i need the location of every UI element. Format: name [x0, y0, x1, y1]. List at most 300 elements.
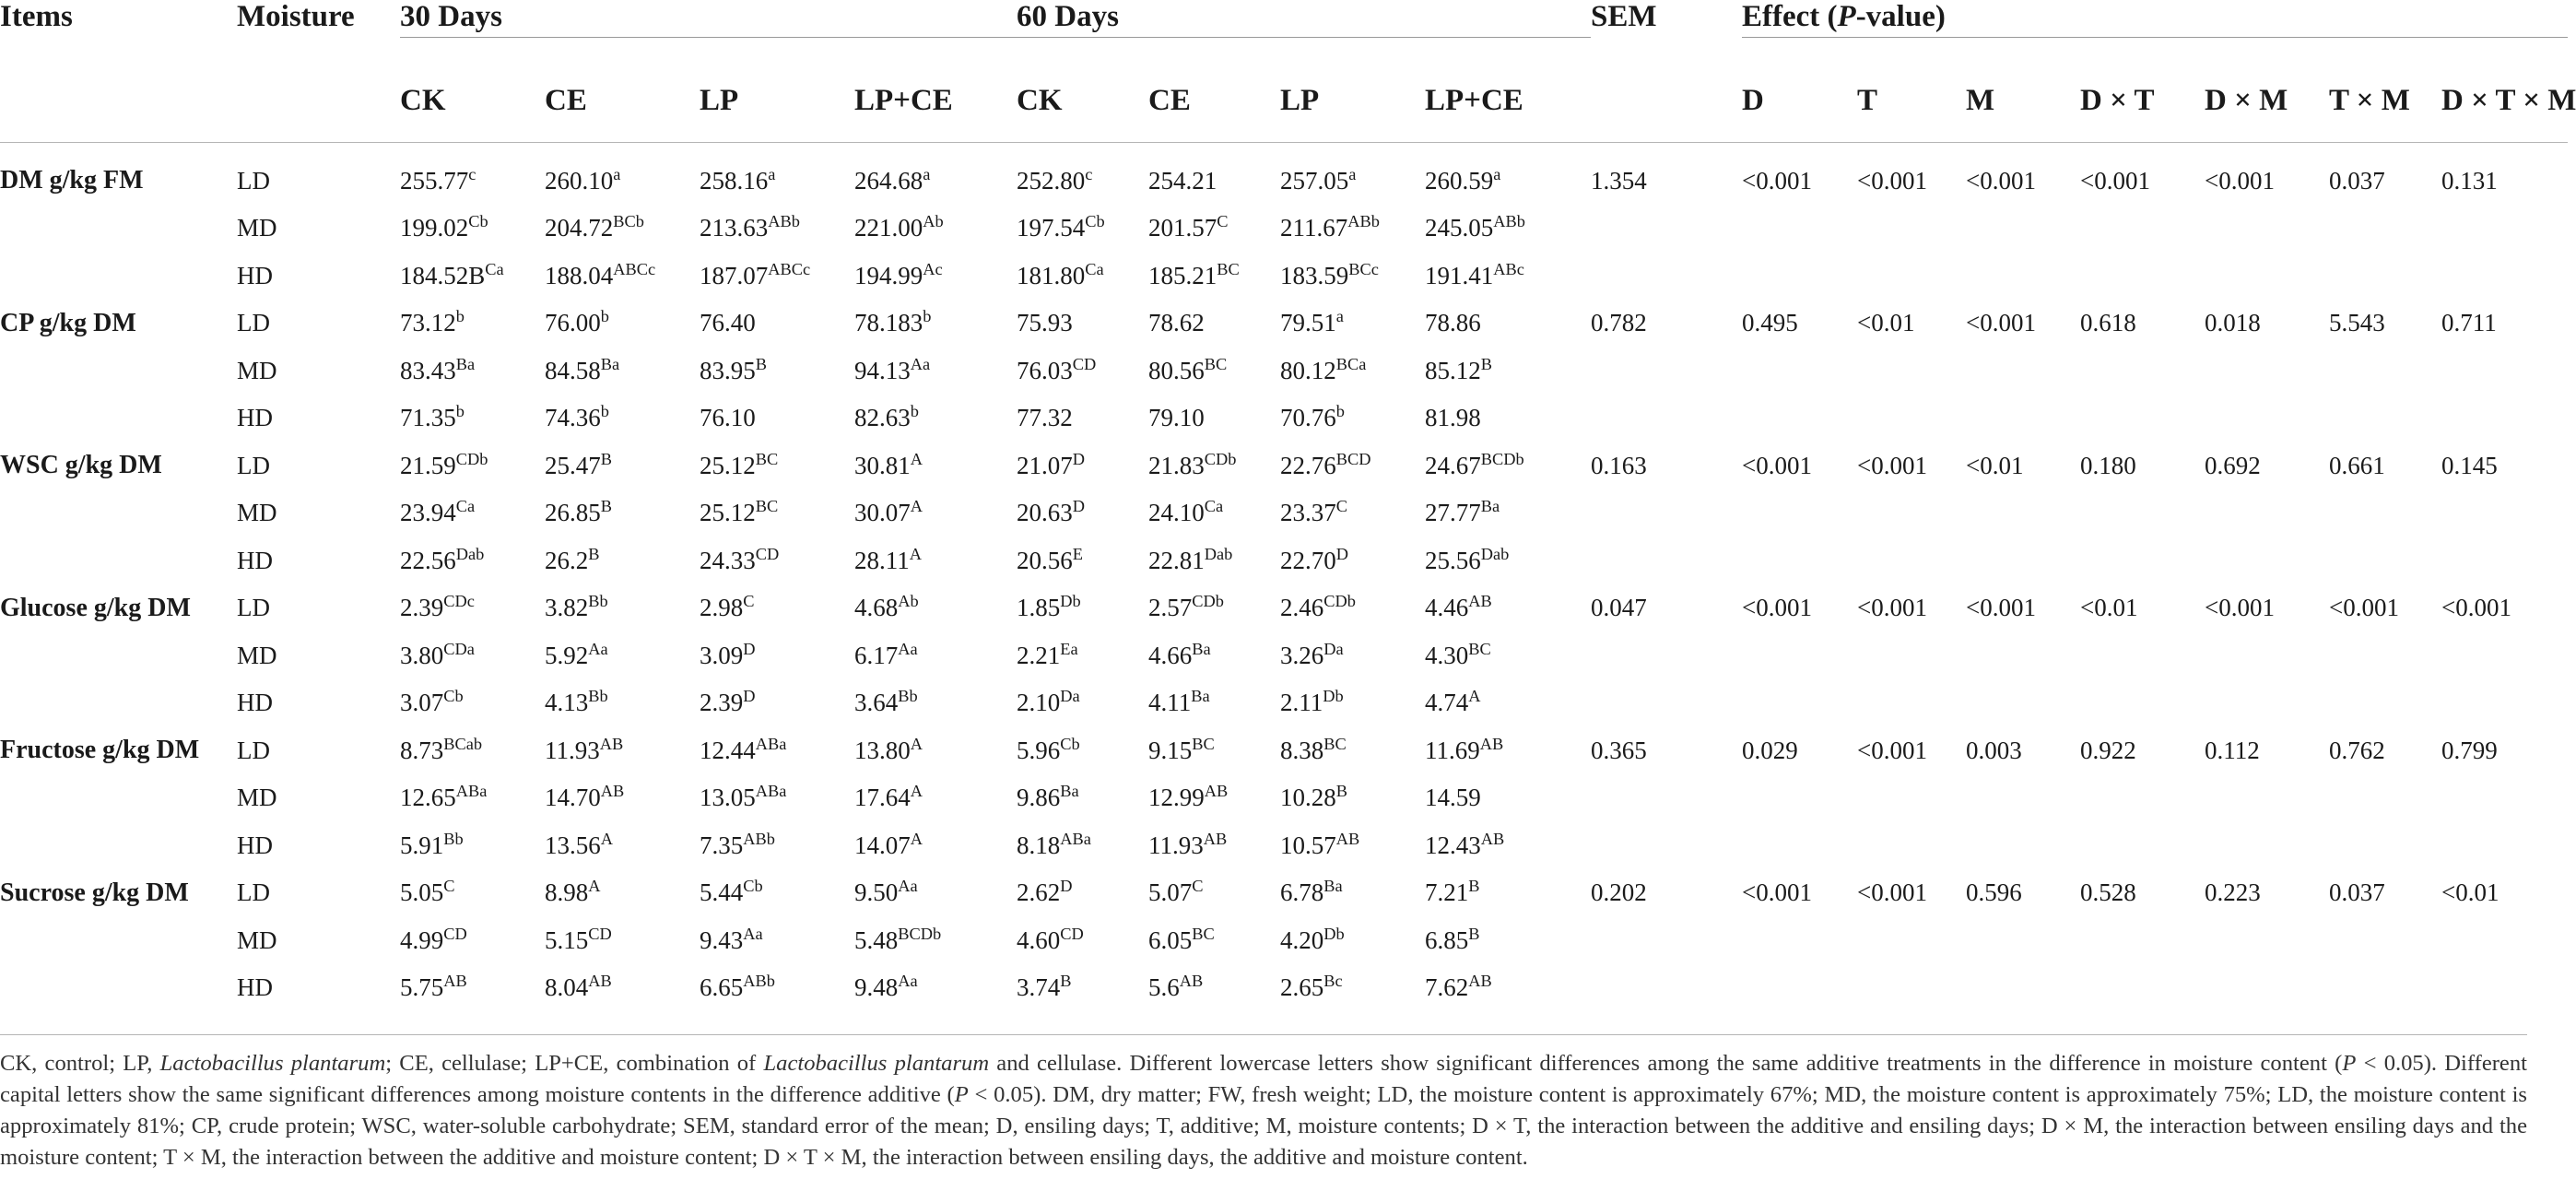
significance-letters: Dab [1204, 544, 1233, 563]
table-row [0, 964, 2568, 1012]
p-value: 0.922 [2080, 736, 2136, 764]
value-cell: $26.2^B$ [545, 544, 600, 574]
value-cell: $25.56^{Dab}$ [1425, 544, 1510, 574]
moisture-level: LD [237, 594, 270, 622]
value-cell: $6.65^{ABb}$ [700, 972, 775, 1002]
significance-letters: Cb [743, 877, 763, 896]
significance-letters: c [1085, 164, 1093, 183]
header-effect-dxtxm: D × T × M [2441, 61, 2568, 142]
significance-letters: AB [588, 972, 612, 991]
significance-letters: Ea [1060, 639, 1078, 658]
significance-letters: A [910, 734, 923, 753]
significance-letters: Bb [588, 592, 608, 611]
significance-letters: CD [443, 924, 467, 943]
header-effect-dxt: D × T [2080, 61, 2205, 142]
value-cell: 264.68$^a$ [854, 164, 931, 195]
value-cell: 252.80$^c$ [1017, 164, 1093, 195]
significance-letters: Ac [923, 259, 943, 278]
sem-value: 0.202 [1591, 878, 1647, 907]
significance-letters: BCb [613, 212, 644, 231]
significance-letters: Ba [1192, 639, 1211, 658]
significance-letters: E [1072, 544, 1083, 563]
value-cell: $1.85^{Db}$ [1017, 592, 1081, 622]
value-cell: $3.07^{Cb}$ [400, 687, 464, 717]
significance-letters: Ba [455, 354, 476, 373]
p-value: 0.596 [1966, 878, 2022, 907]
value-cell: 255.77$^c$ [400, 164, 476, 195]
value-cell: $21.07^D$ [1017, 449, 1086, 479]
value-cell: $84.58^{Ba}$ [545, 354, 620, 384]
header-60-ce: CE [1148, 61, 1280, 142]
significance-letters: AB [599, 734, 624, 753]
p-value: 0.692 [2205, 451, 2261, 479]
significance-letters: A [909, 544, 923, 563]
table-row [0, 727, 2568, 775]
value-cell: $11.69^{AB}$ [1425, 734, 1504, 764]
p-value: 0.711 [2441, 309, 2497, 337]
table-footnote: CK, control; LP, Lactobacillus plantarum; CE, cellulase; LP+CE, combination of Lactobacillus plantarum and cellulase. Different lowercase letters show significant differences among the same additive treatments in the difference in moisture content (P < 0.05). Different capital letters show the same significant differences among moisture contents in the difference additive (P < 0.05). DM, dry matter; FW, fresh weight; LD, the moisture content is approximately 67%; MD, the moisture content is approximately 75%; LD, the moisture content is approximately 81%; CP, crude protein; WSC, water-soluble carbohydrate; SEM, standard error of the mean; D, ensiling days; T, additive; M, moisture contents; D × T, the interaction between the additive and ensiling days; D × M, the interaction between ensiling days and the moisture content; T × M, the interaction between the additive and moisture content; D × T × M, the interaction between ensiling days, the additive and moisture content. [0, 1034, 2527, 1173]
significance-letters: b [600, 307, 609, 326]
significance-letters: A [1468, 687, 1481, 706]
moisture-level: LD [237, 736, 270, 764]
significance-letters: CD [588, 924, 612, 943]
p-value: <0.001 [1966, 594, 2036, 622]
significance-letters: C [1335, 497, 1347, 516]
significance-letters: AB [600, 782, 625, 801]
value-cell: $183.59^{BCc}$ [1280, 259, 1379, 289]
significance-letters: Aa [898, 877, 918, 896]
significance-letters: A [910, 829, 923, 848]
value-cell: $14.70^{AB}$ [545, 782, 625, 812]
value-cell: $181.80^{Ca}$ [1017, 259, 1104, 289]
significance-letters: AB [1480, 829, 1505, 848]
value-cell: $23.94^{Ca}$ [400, 497, 476, 527]
value-cell: 76.40 [700, 309, 756, 337]
value-cell: $12.65^{ABa}$ [400, 782, 488, 812]
significance-letters: ABa [755, 782, 787, 801]
table-row [0, 158, 2568, 206]
significance-letters: CDb [455, 449, 488, 468]
significance-letters: C [1192, 877, 1204, 896]
significance-letters: Cb [1060, 734, 1080, 753]
p-value: 0.037 [2329, 166, 2385, 195]
header-30-ce: CE [545, 61, 700, 142]
p-value: 0.799 [2441, 736, 2498, 764]
value-cell: $24.67^{BCDb}$ [1425, 449, 1524, 479]
value-cell: $76.03^{CD}$ [1017, 354, 1097, 384]
significance-letters: C [1217, 212, 1229, 231]
table-row [0, 489, 2568, 537]
significance-letters: b [600, 402, 609, 421]
p-value: <0.001 [2205, 166, 2275, 195]
significance-letters: Bb [588, 687, 608, 706]
significance-letters: ABCc [613, 259, 656, 278]
value-cell: 82.63$^b$ [854, 402, 919, 432]
p-value: 0.145 [2441, 451, 2498, 479]
value-cell: $4.46^{AB}$ [1425, 592, 1492, 622]
moisture-level: HD [237, 546, 273, 574]
moisture-level: HD [237, 831, 273, 859]
value-cell: $4.68^{Ab}$ [854, 592, 919, 622]
value-cell: $13.56^A$ [545, 829, 614, 859]
significance-letters: BCc [1348, 259, 1379, 278]
value-cell: $6.17^{Aa}$ [854, 639, 918, 669]
value-cell: $9.15^{BC}$ [1148, 734, 1215, 764]
p-value: <0.001 [1857, 594, 1927, 622]
value-cell: $5.15^{CD}$ [545, 924, 612, 954]
significance-letters: Bc [1323, 972, 1343, 991]
value-cell: $2.39^D$ [700, 687, 756, 717]
significance-letters: BC [755, 497, 779, 516]
moisture-level: HD [237, 404, 273, 432]
significance-letters: BC [1204, 354, 1228, 373]
significance-letters: AB [1468, 972, 1492, 991]
value-cell: $4.13^{Bb}$ [545, 687, 608, 717]
p-value: <0.001 [1742, 166, 1812, 195]
table-row [0, 537, 2568, 585]
significance-letters: Cb [443, 687, 464, 706]
value-cell: 254.21 [1148, 166, 1217, 195]
p-value: 0.528 [2080, 878, 2136, 907]
table-body [0, 142, 2568, 1012]
header-sem: SEM [1591, 0, 1657, 33]
value-cell: $25.47^B$ [545, 449, 612, 479]
header-effect-t: T [1857, 61, 1966, 142]
value-cell: $26.85^B$ [545, 497, 612, 527]
significance-letters: CDb [1323, 592, 1356, 611]
value-cell: $5.91^{Bb}$ [400, 829, 464, 859]
value-cell: $4.60^{CD}$ [1017, 924, 1084, 954]
value-cell: $9.50^{Aa}$ [854, 877, 918, 907]
significance-letters: CDb [1204, 449, 1237, 468]
p-value: <0.001 [1742, 594, 1812, 622]
value-cell: $5.96^{Cb}$ [1017, 734, 1080, 764]
value-cell: $24.10^{Ca}$ [1148, 497, 1224, 527]
significance-letters: A [588, 877, 601, 896]
p-value: <0.001 [2080, 166, 2150, 195]
significance-letters: CDc [443, 592, 475, 611]
significance-letters: CD [755, 544, 780, 563]
value-cell: $2.98^C$ [700, 592, 755, 622]
header-60-lp: LP [1280, 61, 1425, 142]
value-cell: $12.99^{AB}$ [1148, 782, 1229, 812]
significance-letters: Ba [1060, 782, 1079, 801]
header-60-days: 60 Days [1017, 0, 1591, 61]
moisture-level: HD [237, 973, 273, 1002]
value-cell: $191.41^{ABc}$ [1425, 259, 1524, 289]
significance-letters: B [1468, 924, 1480, 943]
value-cell: 77.32 [1017, 404, 1073, 432]
value-cell: $83.43^{Ba}$ [400, 354, 476, 384]
significance-letters: A [910, 497, 923, 516]
moisture-level: HD [237, 689, 273, 717]
significance-letters: BCDb [898, 924, 942, 943]
value-cell: $9.86^{Ba}$ [1017, 782, 1079, 812]
significance-letters: B [600, 449, 612, 468]
significance-letters: C [443, 877, 455, 896]
p-value: <0.01 [2441, 878, 2500, 907]
value-cell: $8.04^{AB}$ [545, 972, 612, 1002]
significance-letters: Cb [1085, 212, 1105, 231]
value-cell: $2.62^D$ [1017, 877, 1073, 907]
value-cell: 70.76$^b$ [1280, 402, 1345, 432]
value-cell: $17.64^A$ [854, 782, 923, 812]
header-60-ck: CK [1017, 61, 1148, 142]
significance-letters: AB [1479, 734, 1504, 753]
value-cell: 257.05$^a$ [1280, 164, 1357, 195]
value-cell: $20.63^D$ [1017, 497, 1086, 527]
value-cell: $8.98^A$ [545, 877, 601, 907]
significance-letters: B [1335, 782, 1347, 801]
significance-letters: ABa [1060, 829, 1091, 848]
significance-letters: BC [1192, 734, 1215, 753]
significance-letters: B [600, 497, 612, 516]
significance-letters: BC [1217, 259, 1240, 278]
significance-letters: BC [755, 449, 779, 468]
significance-letters: a [613, 164, 621, 183]
p-value: <0.01 [1966, 451, 2024, 479]
value-cell: 75.93 [1017, 309, 1073, 337]
value-cell: $3.80^{CDa}$ [400, 639, 475, 669]
value-cell: $2.46^{CDb}$ [1280, 592, 1356, 622]
significance-letters: ABb [768, 212, 800, 231]
significance-letters: A [910, 449, 923, 468]
significance-letters: ABa [455, 782, 488, 801]
significance-letters: Db [1323, 924, 1345, 943]
moisture-level: MD [237, 926, 277, 954]
significance-letters: D [1072, 449, 1086, 468]
significance-letters: D [1060, 877, 1073, 896]
header-effect: Effect (P-value) [1742, 0, 2568, 61]
significance-letters: b [455, 307, 465, 326]
sem-value: 0.782 [1591, 309, 1647, 337]
significance-letters: BCab [443, 734, 483, 753]
value-cell: 78.62 [1148, 309, 1205, 337]
value-cell: $3.09^D$ [700, 639, 756, 669]
significance-letters: a [1335, 307, 1344, 326]
significance-letters: AB [443, 972, 467, 991]
significance-letters: AB [1468, 592, 1492, 611]
value-cell: $8.18^{ABa}$ [1017, 829, 1091, 859]
table-row [0, 348, 2568, 395]
value-cell: $7.21^B$ [1425, 877, 1480, 907]
significance-letters: Ca [1085, 259, 1104, 278]
significance-letters: c [468, 164, 476, 183]
value-cell: $20.56^E$ [1017, 544, 1083, 574]
header-effect-d: D [1742, 61, 1857, 142]
value-cell: 260.59$^a$ [1425, 164, 1501, 195]
value-cell: $2.21^{Ea}$ [1017, 639, 1078, 669]
value-cell: $3.74^B$ [1017, 972, 1072, 1002]
p-value: 0.661 [2329, 451, 2385, 479]
header-30-ck: CK [400, 61, 545, 142]
significance-letters: ABCc [768, 259, 811, 278]
value-cell: $27.77^{Ba}$ [1425, 497, 1500, 527]
significance-letters: ABb [743, 972, 775, 991]
significance-letters: b [910, 402, 919, 421]
p-value: <0.001 [2329, 594, 2399, 622]
p-value: <0.001 [1857, 736, 1927, 764]
significance-letters: D [743, 687, 756, 706]
value-cell: $22.76^{BCD}$ [1280, 449, 1371, 479]
moisture-level: HD [237, 261, 273, 289]
value-cell: 76.00$^b$ [545, 307, 609, 337]
p-value: <0.001 [1966, 309, 2036, 337]
p-value: <0.001 [1857, 166, 1927, 195]
value-cell: 74.36$^b$ [545, 402, 609, 432]
p-value: 0.029 [1742, 736, 1798, 764]
p-value: 0.131 [2441, 166, 2498, 195]
moisture-level: LD [237, 878, 270, 907]
value-cell: $6.78^{Ba}$ [1280, 877, 1343, 907]
significance-letters: BCa [1335, 354, 1367, 373]
value-cell: $28.11^A$ [854, 544, 923, 574]
table-row [0, 442, 2568, 490]
value-cell: $10.57^{AB}$ [1280, 829, 1360, 859]
significance-letters: Ab [923, 212, 944, 231]
p-value: 0.112 [2205, 736, 2260, 764]
moisture-level: MD [237, 356, 277, 384]
significance-letters: a [1493, 164, 1501, 183]
value-cell: $4.74^A$ [1425, 687, 1481, 717]
header-30-lp-ce: LP+CE [854, 61, 1017, 142]
value-cell: 14.59 [1425, 784, 1481, 812]
value-cell: $83.95^B$ [700, 354, 767, 384]
value-cell: $4.11^{Ba}$ [1148, 687, 1210, 717]
value-cell: 81.98 [1425, 404, 1481, 432]
value-cell: $11.93^{AB}$ [545, 734, 624, 764]
value-cell: $23.37^C$ [1280, 497, 1347, 527]
p-value: 0.037 [2329, 878, 2385, 907]
header-effect-txm: T × M [2329, 61, 2441, 142]
significance-letters: D [1072, 497, 1086, 516]
significance-letters: A [600, 829, 614, 848]
value-cell: $13.05^{ABa}$ [700, 782, 787, 812]
value-cell: $25.12^{BC}$ [700, 497, 779, 527]
significance-letters: a [768, 164, 776, 183]
value-cell: $197.54^{Cb}$ [1017, 212, 1105, 242]
header-items: Items [0, 0, 73, 33]
significance-letters: AB [1179, 972, 1204, 991]
value-cell: $2.39^{CDc}$ [400, 592, 475, 622]
significance-letters: BC [1468, 639, 1491, 658]
significance-letters: Da [1323, 639, 1344, 658]
significance-letters: A [910, 782, 923, 801]
value-cell: $85.12^B$ [1425, 354, 1492, 384]
significance-letters: ABc [1493, 259, 1524, 278]
p-value: <0.001 [2441, 594, 2511, 622]
value-cell: $10.28^B$ [1280, 782, 1347, 812]
value-cell: $187.07^{ABCc}$ [700, 259, 811, 289]
item-label: DM g/kg FM [0, 166, 144, 195]
moisture-level: MD [237, 641, 277, 669]
significance-letters: B [755, 354, 767, 373]
significance-letters: ABb [1493, 212, 1525, 231]
value-cell: $5.05^C$ [400, 877, 455, 907]
significance-letters: Ca [485, 259, 504, 278]
significance-letters: b [923, 307, 932, 326]
value-cell: $8.73^{BCab}$ [400, 734, 483, 764]
p-value: 5.543 [2329, 309, 2385, 337]
significance-letters: Db [1060, 592, 1081, 611]
significance-letters: Aa [910, 354, 931, 373]
significance-letters: CDa [443, 639, 475, 658]
significance-letters: D [743, 639, 756, 658]
table-row [0, 679, 2568, 727]
value-cell: $22.81^{Dab}$ [1148, 544, 1233, 574]
value-cell: $8.38^{BC}$ [1280, 734, 1347, 764]
value-cell: $213.63^{ABb}$ [700, 212, 800, 242]
significance-letters: CDb [1192, 592, 1224, 611]
table-row [0, 917, 2568, 965]
value-cell: 78.183$^b$ [854, 307, 932, 337]
item-label: Sucrose g/kg DM [0, 878, 189, 907]
sem-value: 0.365 [1591, 736, 1647, 764]
value-cell: $5.75^{AB}$ [400, 972, 467, 1002]
value-cell: $9.43^{Aa}$ [700, 924, 763, 954]
value-cell: 71.35$^b$ [400, 402, 465, 432]
p-value: <0.001 [1857, 878, 1927, 907]
value-cell: $22.56^{Dab}$ [400, 544, 485, 574]
significance-letters: BC [1192, 924, 1215, 943]
value-cell: $4.66^{Ba}$ [1148, 639, 1211, 669]
value-cell: $2.10^{Da}$ [1017, 687, 1080, 717]
item-label: Glucose g/kg DM [0, 593, 191, 622]
value-cell: 260.10$^a$ [545, 164, 621, 195]
value-cell: $5.6^{AB}$ [1148, 972, 1204, 1002]
significance-letters: b [1335, 402, 1345, 421]
p-value: 0.762 [2329, 736, 2385, 764]
sem-value: 0.163 [1591, 451, 1647, 479]
value-cell: $245.05^{ABb}$ [1425, 212, 1525, 242]
significance-letters: Aa [743, 924, 763, 943]
p-value: 0.495 [1742, 309, 1798, 337]
value-cell: $5.07^C$ [1148, 877, 1204, 907]
significance-letters: ABa [755, 734, 787, 753]
value-cell: $4.20^{Db}$ [1280, 924, 1345, 954]
value-cell: $5.44^{Cb}$ [700, 877, 763, 907]
table-row [0, 869, 2568, 917]
table-row [0, 632, 2568, 680]
significance-letters: a [923, 164, 931, 183]
significance-letters: ABb [1347, 212, 1380, 231]
significance-letters: Ba [1480, 497, 1500, 516]
moisture-level: LD [237, 309, 270, 337]
value-cell: $5.92^{Aa}$ [545, 639, 608, 669]
table-row [0, 822, 2568, 870]
significance-letters: BC [1323, 734, 1347, 753]
significance-letters: AB [1335, 829, 1360, 848]
header-moisture: Moisture [237, 0, 355, 33]
value-cell: $199.02^{Cb}$ [400, 212, 488, 242]
value-cell: $21.83^{CDb}$ [1148, 449, 1237, 479]
significance-letters: Bb [898, 687, 918, 706]
value-cell: $4.30^{BC}$ [1425, 639, 1491, 669]
value-cell: $7.62^{AB}$ [1425, 972, 1492, 1002]
significance-letters: AB [1204, 782, 1229, 801]
p-value: 0.003 [1966, 736, 2022, 764]
value-cell: $184.52B^{Ca}$ [400, 259, 504, 289]
value-cell: $6.05^{BC}$ [1148, 924, 1215, 954]
value-cell: 73.12$^b$ [400, 307, 465, 337]
significance-letters: Ba [1191, 687, 1210, 706]
value-cell: $204.72^{BCb}$ [545, 212, 644, 242]
value-cell: 79.51$^a$ [1280, 307, 1344, 337]
p-value: 0.223 [2205, 878, 2261, 907]
table-row [0, 395, 2568, 442]
significance-letters: B [1480, 354, 1492, 373]
significance-letters: Ca [455, 497, 476, 516]
